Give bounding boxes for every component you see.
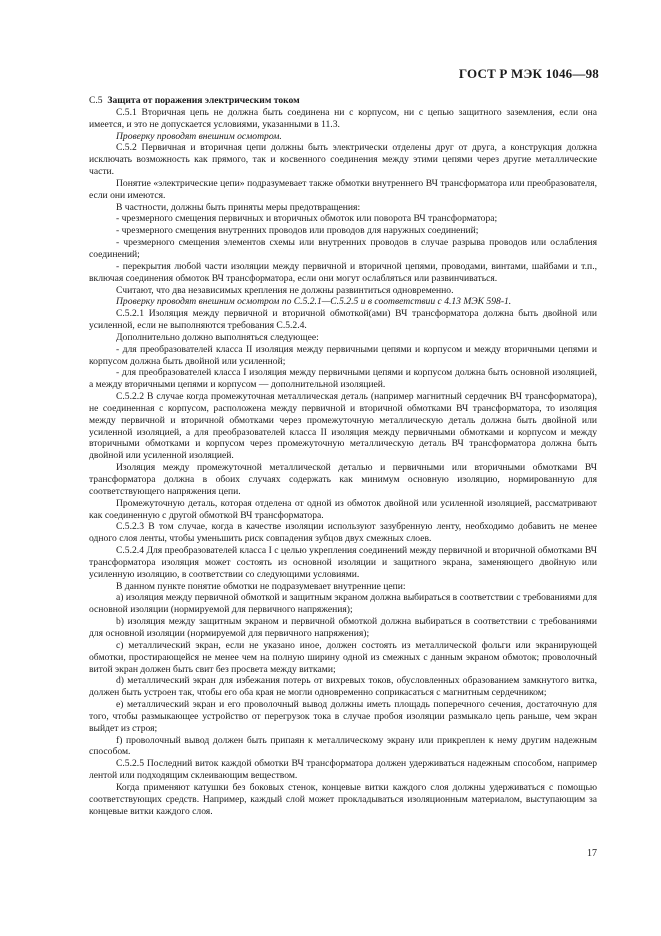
section-number: C.5: [89, 95, 103, 106]
page-number: 17: [587, 848, 597, 859]
paragraph: Промежуточную деталь, которая отделена от одной из обмоток двойной или усиленной изоляцией, рассматривают как соединенную с другой обмоткой ВЧ трансформатора.: [89, 497, 597, 521]
paragraph: Понятие «электрические цепи» подразумевает также обмотки внутреннего ВЧ трансформатора или преобразователя, если они имеются.: [89, 177, 597, 201]
paragraph: В частности, должны быть приняты меры предотвращения:: [116, 201, 361, 213]
list-item: - чрезмерного смещения элементов схемы или внутренних проводов в случае разрыва проводов или ослабления соединений;: [89, 237, 597, 260]
list-item: - чрезмерного смещения первичных и вторичных обмоток или поворота ВЧ трансформатора;: [116, 213, 498, 225]
paragraph: C.5.2 Первичная и вторичная цепи должны быть электрически отделены друг от друга, а конструкция должна исключать возможность как прямого, так и косвенного соединения между этими цепями через другие металлические части.: [89, 142, 597, 178]
list-item: a) изоляция между первичной обмоткой и защитным экраном должна выбираться в соответствии с требованиями для основной изоляции (нормируемой для первичного напряжения);: [89, 592, 597, 616]
paragraph-check-note: Проверку проводят внешним осмотром по C.5.2.1—C.5.2.5 и в соответствии с 4.13 МЭК 598-1.: [116, 296, 512, 308]
section-heading: [89, 95, 597, 107]
paragraph: C.5.2.1 Изоляция между первичной и вторичной обмоткой(ами) ВЧ трансформатора должна быть двойной или усиленной, если не выполняются требования C.5.2.4.: [89, 308, 597, 332]
paragraph: C.5.1 Вторичная цепь не должна быть соединена ни с корпусом, ни с цепью защитного заземления, если она имеется, и это не допускается условиями, указанными в 11.3.: [89, 106, 597, 130]
paragraph: C.5.2.2 В случае когда промежуточная металлическая деталь (например магнитный сердечник ВЧ трансформатора), не соединенная с корпусом, расположена между первичной и вторичной обмотками ВЧ трансформатора, то изоляция между первичной и вторичной обмотками через промежуточную металлическую деталь должна быть двойной или усиленной изоляцией, а для преобразователей класса II изоляция между первичными обмотками и корпусом и между вторичными обмотками и корпусом через промежуточную металлическую деталь ВЧ трансформатора должна быть двойной или усиленной изоляцией.: [89, 391, 597, 462]
list-item: - для преобразователей класса II изоляция между первичными цепями и корпусом и между вторичными цепями и корпусом должна быть двойной или усиленной;: [89, 343, 597, 367]
list-item: c) металлический экран, если не указано иное, должен состоять из металлической фольги или экранирующей обмотки, простирающейся не менее чем на полную ширину одной из смежных с данным экраном обмоток; проволочный витой экран должен быть свит без просвета между витками;: [89, 639, 597, 675]
list-item: e) металлический экран и его проволочный вывод должны иметь площадь поперечного сечения, достаточную для того, чтобы размыкающее устройство от перегрузок тока в случае пробоя изоляции размыкало цепь раньше, чем экран выйдет из строя;: [89, 699, 597, 734]
paragraph: Изоляция между промежуточной металлической деталью и первичными или вторичными обмотками ВЧ трансформатора должна в обоих случаях содержать как минимум основную изоляцию, нормированную для соответствующего напряжения цепи.: [89, 462, 597, 497]
list-item: - чрезмерного смещения внутренних проводов или проводов для наружных соединений;: [116, 225, 479, 237]
paragraph: C.5.2.3 В том случае, когда в качестве изоляции используют зазубренную ленту, необходимо добавить не менее одного слоя ленты, чтобы уменьшить риск совпадения зубцов двух смежных слоев.: [89, 521, 597, 545]
list-item: - перекрытия любой части изоляции между первичной и вторичной цепями, проводами, винтами, шайбами и т.п., включая соединения обмоток ВЧ трансформатора, если они могут ослабляться или развинчиваться.: [89, 260, 597, 284]
paragraph: C.5.2.5 Последний виток каждой обмотки ВЧ трансформатора должен удерживаться надежным способом, например лентой или подходящим склеивающим веществом.: [89, 758, 597, 782]
paragraph: Когда применяют катушки без боковых стенок, концевые витки каждого слоя должны удерживаться с помощью соответствующих средств. Например, каждый слой может прокладываться изоляционным материалом, выступающим за концевые витки каждого слоя.: [89, 781, 597, 817]
section-title: Защита от поражения электрическим током: [107, 95, 300, 106]
paragraph: C.5.2.4 Для преобразователей класса I с целью укрепления соединений между первичной и вторичной обмотками ВЧ трансформатора изоляция может состоять из основной изоляции и защитного экрана, заменяющего двойную или усиленную изоляцию, в соответствии со следующими условиями.: [89, 545, 597, 580]
paragraph: Дополнительно должно выполняться следующее:: [116, 331, 319, 343]
paragraph: В данном пункте понятие обмотки не подразумевает внутренние цепи:: [116, 580, 406, 592]
paragraph: Считают, что два независимых крепления не должны развинтиться одновременно.: [116, 284, 454, 296]
page-header: ГОСТ Р МЭК 1046—98: [458, 66, 599, 81]
page-body: [89, 95, 597, 817]
list-item: - для преобразователей класса I изоляция между первичными цепями и корпусом должна быть основной изоляцией, а между вторичными цепями и корпусом — дополнительной изоляцией.: [89, 367, 597, 391]
list-item: b) изоляция между защитным экраном и первичной обмоткой должна выбираться в соответствии с требованиями для основной изоляции (нормируемой для первичного напряжения);: [89, 616, 597, 639]
paragraph-check-note: Проверку проводят внешним осмотром.: [116, 130, 282, 142]
list-item: d) металлический экран для избежания потерь от вихревых токов, обусловленных образованием замкнутого витка, должен быть устроен так, чтобы его оба края не могли одновременно соприкасаться с магнитным сердечником;: [89, 675, 597, 699]
list-item: f) проволочный вывод должен быть припаян к металлическому экрану или прикреплен к нему другим надежным способом.: [89, 734, 597, 758]
